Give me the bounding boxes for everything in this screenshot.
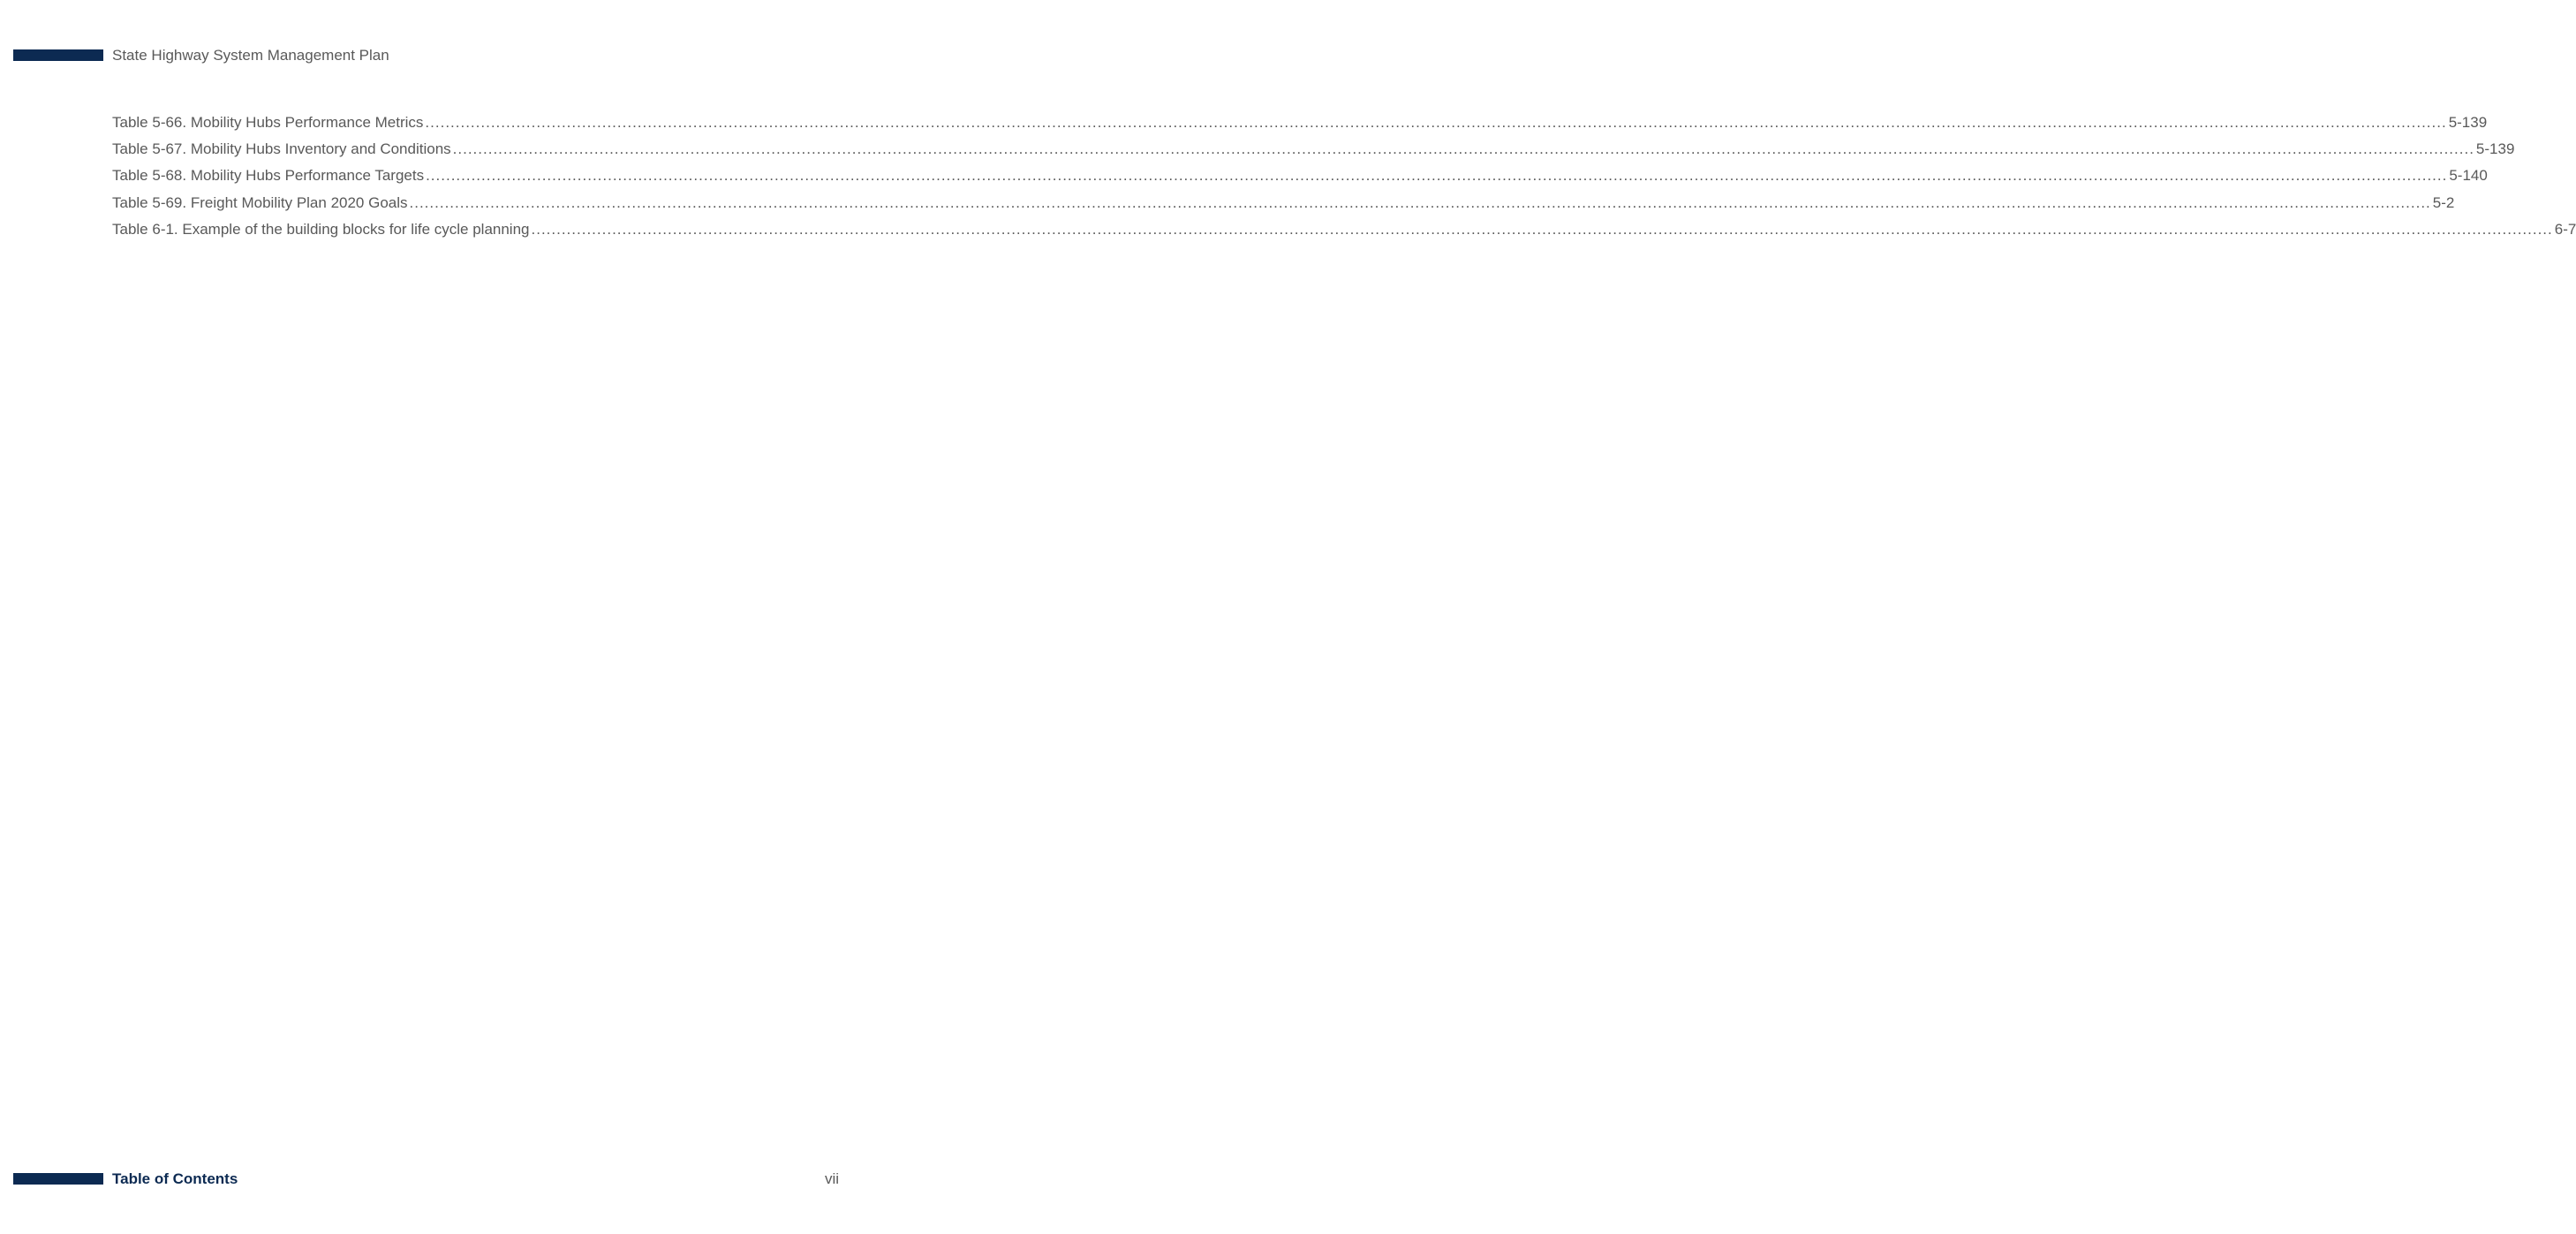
toc-entry-label: Table 5-67. Mobility Hubs Inventory and Conditions (112, 140, 451, 158)
footer-accent-bar (13, 1173, 103, 1185)
toc-entry-page: 5-2 (2432, 193, 2455, 211)
toc-dot-leader: ................................................................................................................................................................................................................................................................................................................................................................................................................ (452, 140, 2474, 158)
toc-entry[interactable] (112, 140, 2515, 166)
toc-dot-leader: ................................................................................................................................................................................................................................................................................................................................................................................................................ (425, 114, 2447, 131)
toc-entry[interactable] (112, 193, 2455, 220)
toc-entry-page: 6-7 (2554, 220, 2576, 238)
toc-entry-label: Table 5-66. Mobility Hubs Performance Metrics (112, 114, 424, 131)
toc-entry-page: 5-139 (2448, 114, 2488, 131)
toc-dot-leader: ................................................................................................................................................................................................................................................................................................................................................................................................................ (426, 167, 2448, 185)
toc-dot-leader: ................................................................................................................................................................................................................................................................................................................................................................................................................ (409, 193, 2431, 211)
toc-entry-label: Table 6-1. Example of the building blocks for life cycle planning (112, 220, 530, 238)
toc-entry[interactable] (112, 166, 2488, 193)
footer-page-number: vii (825, 1170, 840, 1187)
toc-entry-page: 5-139 (2475, 140, 2515, 158)
toc-entry-page: 5-140 (2449, 167, 2488, 185)
toc-dot-leader: ................................................................................................................................................................................................................................................................................................................................................................................................................ (531, 220, 2553, 238)
toc-entry-label: Table 5-69. Freight Mobility Plan 2020 Goals (112, 193, 408, 211)
footer-section-title: Table of Contents (112, 1170, 238, 1187)
document-title: State Highway System Management Plan (112, 47, 389, 64)
toc-entry-label: Table 5-68. Mobility Hubs Performance Targets (112, 167, 425, 185)
toc-entry[interactable] (112, 113, 2488, 140)
toc-entry[interactable] (112, 220, 2576, 246)
table-of-contents-list (112, 113, 2576, 246)
header-accent-bar (13, 49, 103, 61)
